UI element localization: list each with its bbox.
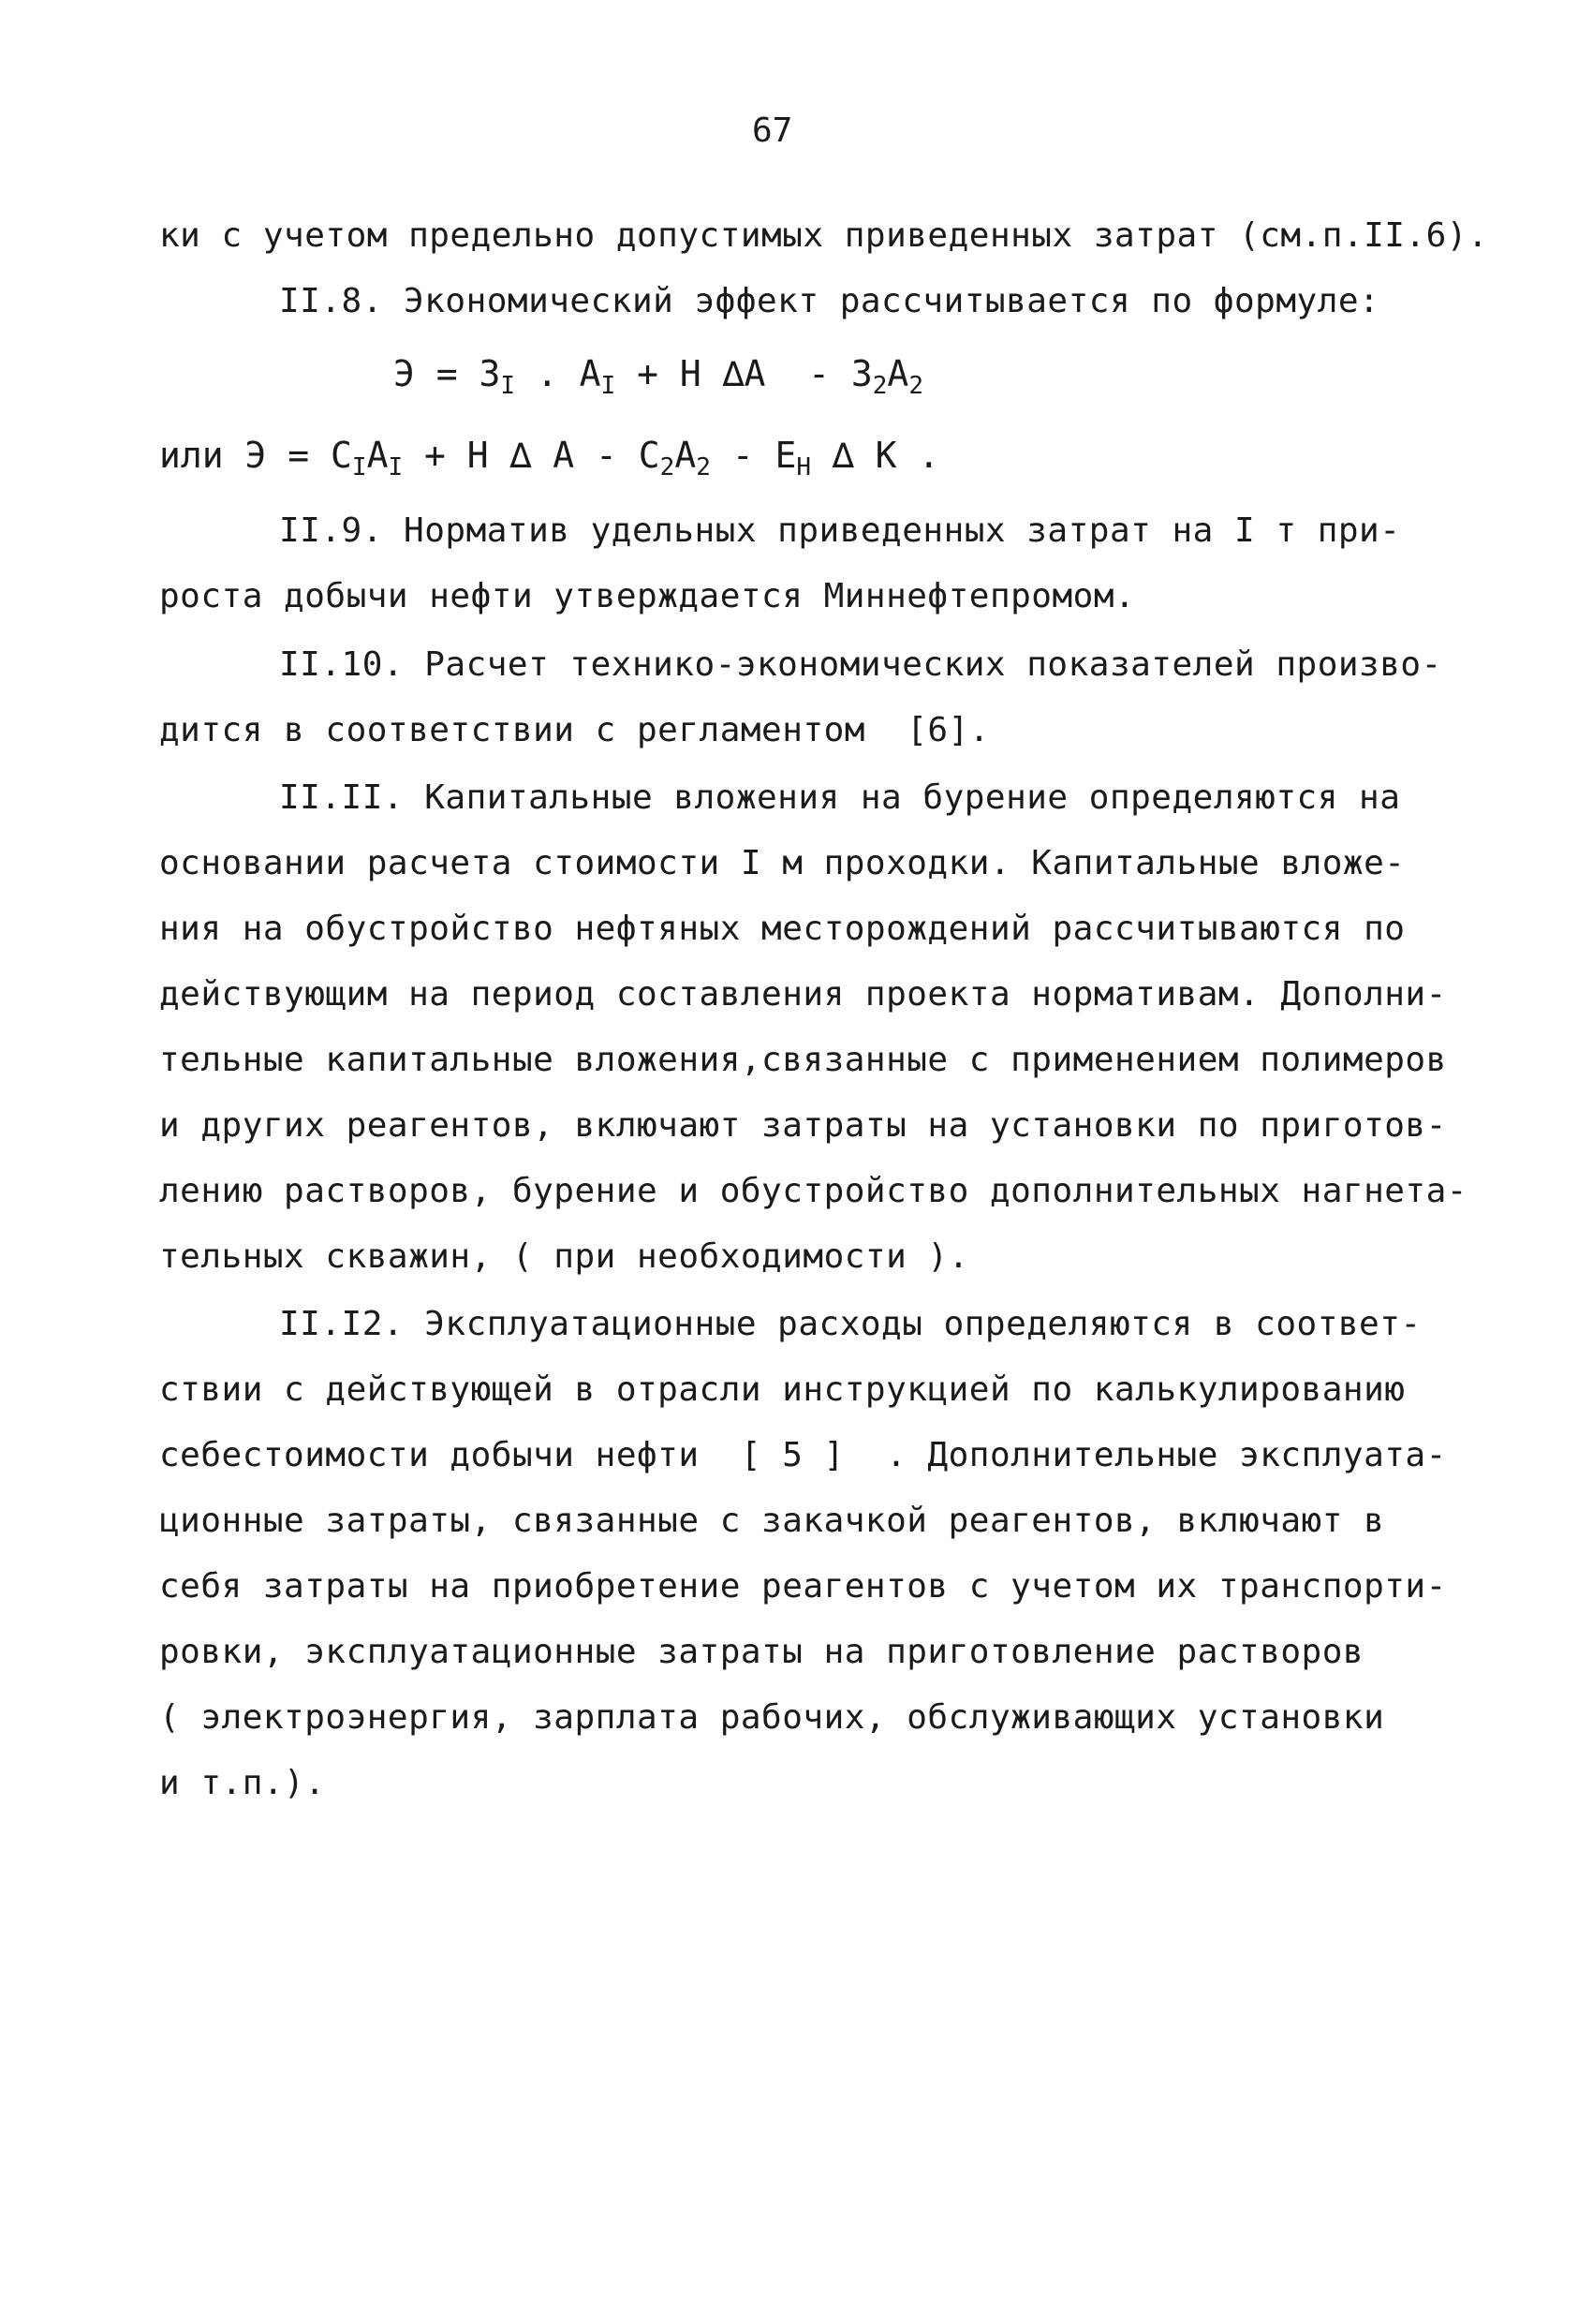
text-line: себестоимости добычи нефти [ 5 ] . Дополнительные эксплуата- xyxy=(159,1436,1447,1474)
section-heading-11-9: II.9. Норматив удельных приведенных затрат на I т при- xyxy=(279,511,1401,550)
text-line: дится в соответствии с регламентом [6]. xyxy=(159,711,990,749)
text-line: ния на обустройство нефтяных месторождений рассчитываются по xyxy=(159,910,1406,948)
formula-1-sub: 2 xyxy=(908,372,923,400)
formula-1-lhs: Э = З xyxy=(393,353,501,394)
text-line: основании расчета стоимости I м проходки. Капитальные вложе- xyxy=(159,844,1406,882)
formula-2-sub: I xyxy=(351,453,367,481)
text-line: ки с учетом предельно допустимых приведенных затрат (см.п.II.6). xyxy=(159,216,1489,255)
text-line: себя затраты на приобретение реагентов с учетом их транспорти- xyxy=(159,1567,1447,1606)
text-line: ровки, эксплуатационные затраты на приготовление растворов xyxy=(159,1633,1364,1671)
formula-2-sub: 2 xyxy=(696,453,711,481)
formula-1-part: А xyxy=(887,353,909,394)
formula-2 xyxy=(159,433,940,481)
formula-2-part: - Е xyxy=(710,435,797,476)
text-line: лению растворов, бурение и обустройство дополнительных нагнета- xyxy=(159,1172,1468,1210)
text-line: ( электроэнергия, зарплата рабочих, обслуживающих установки xyxy=(159,1698,1385,1737)
formula-2-part: ∆ К . xyxy=(811,435,940,476)
formula-2-lhs: или Э = С xyxy=(159,435,352,476)
formula-2-part: + Н ∆ А - С xyxy=(403,435,660,476)
formula-2-part: А xyxy=(366,435,389,476)
formula-2-part: А xyxy=(674,435,697,476)
formula-1-sub: 2 xyxy=(872,372,888,400)
formula-1-part: + Н ∆А - З xyxy=(615,353,873,394)
page-number: 67 xyxy=(752,111,793,150)
formula-2-sub: I xyxy=(388,453,404,481)
text-line: и других реагентов, включают затраты на установки по приготов- xyxy=(159,1106,1447,1145)
formula-1-part: . А xyxy=(515,353,601,394)
text-line: ствии с действующей в отрасли инструкцией по калькулированию xyxy=(159,1370,1406,1409)
text-line: и т.п.). xyxy=(159,1764,326,1802)
text-line: тельные капитальные вложения,связанные с применением полимеров xyxy=(159,1041,1447,1079)
text-line: тельных скважин, ( при необходимости ). xyxy=(159,1237,969,1276)
formula-1-sub: I xyxy=(600,372,616,400)
formula-1 xyxy=(393,351,923,400)
section-heading-11-8: II.8. Экономический эффект рассчитывается по формуле: xyxy=(279,282,1380,320)
text-line: действующим на период составления проекта нормативам. Дополни- xyxy=(159,975,1447,1014)
text-line: роста добычи нефти утверждается Миннефтепромом. xyxy=(159,577,1136,615)
formula-2-sub: 2 xyxy=(659,453,675,481)
text-line: ционные затраты, связанные с закачкой реагентов, включают в xyxy=(159,1502,1385,1540)
formula-2-sub: Н xyxy=(796,453,812,481)
formula-1-sub: I xyxy=(500,372,516,400)
section-heading-11-12: II.I2. Эксплуатационные расходы определяются в соответ- xyxy=(279,1305,1422,1343)
section-heading-11-11: II.II. Капитальные вложения на бурение определяются на xyxy=(279,778,1401,817)
section-heading-11-10: II.10. Расчет технико-экономических показателей произво- xyxy=(279,645,1442,684)
